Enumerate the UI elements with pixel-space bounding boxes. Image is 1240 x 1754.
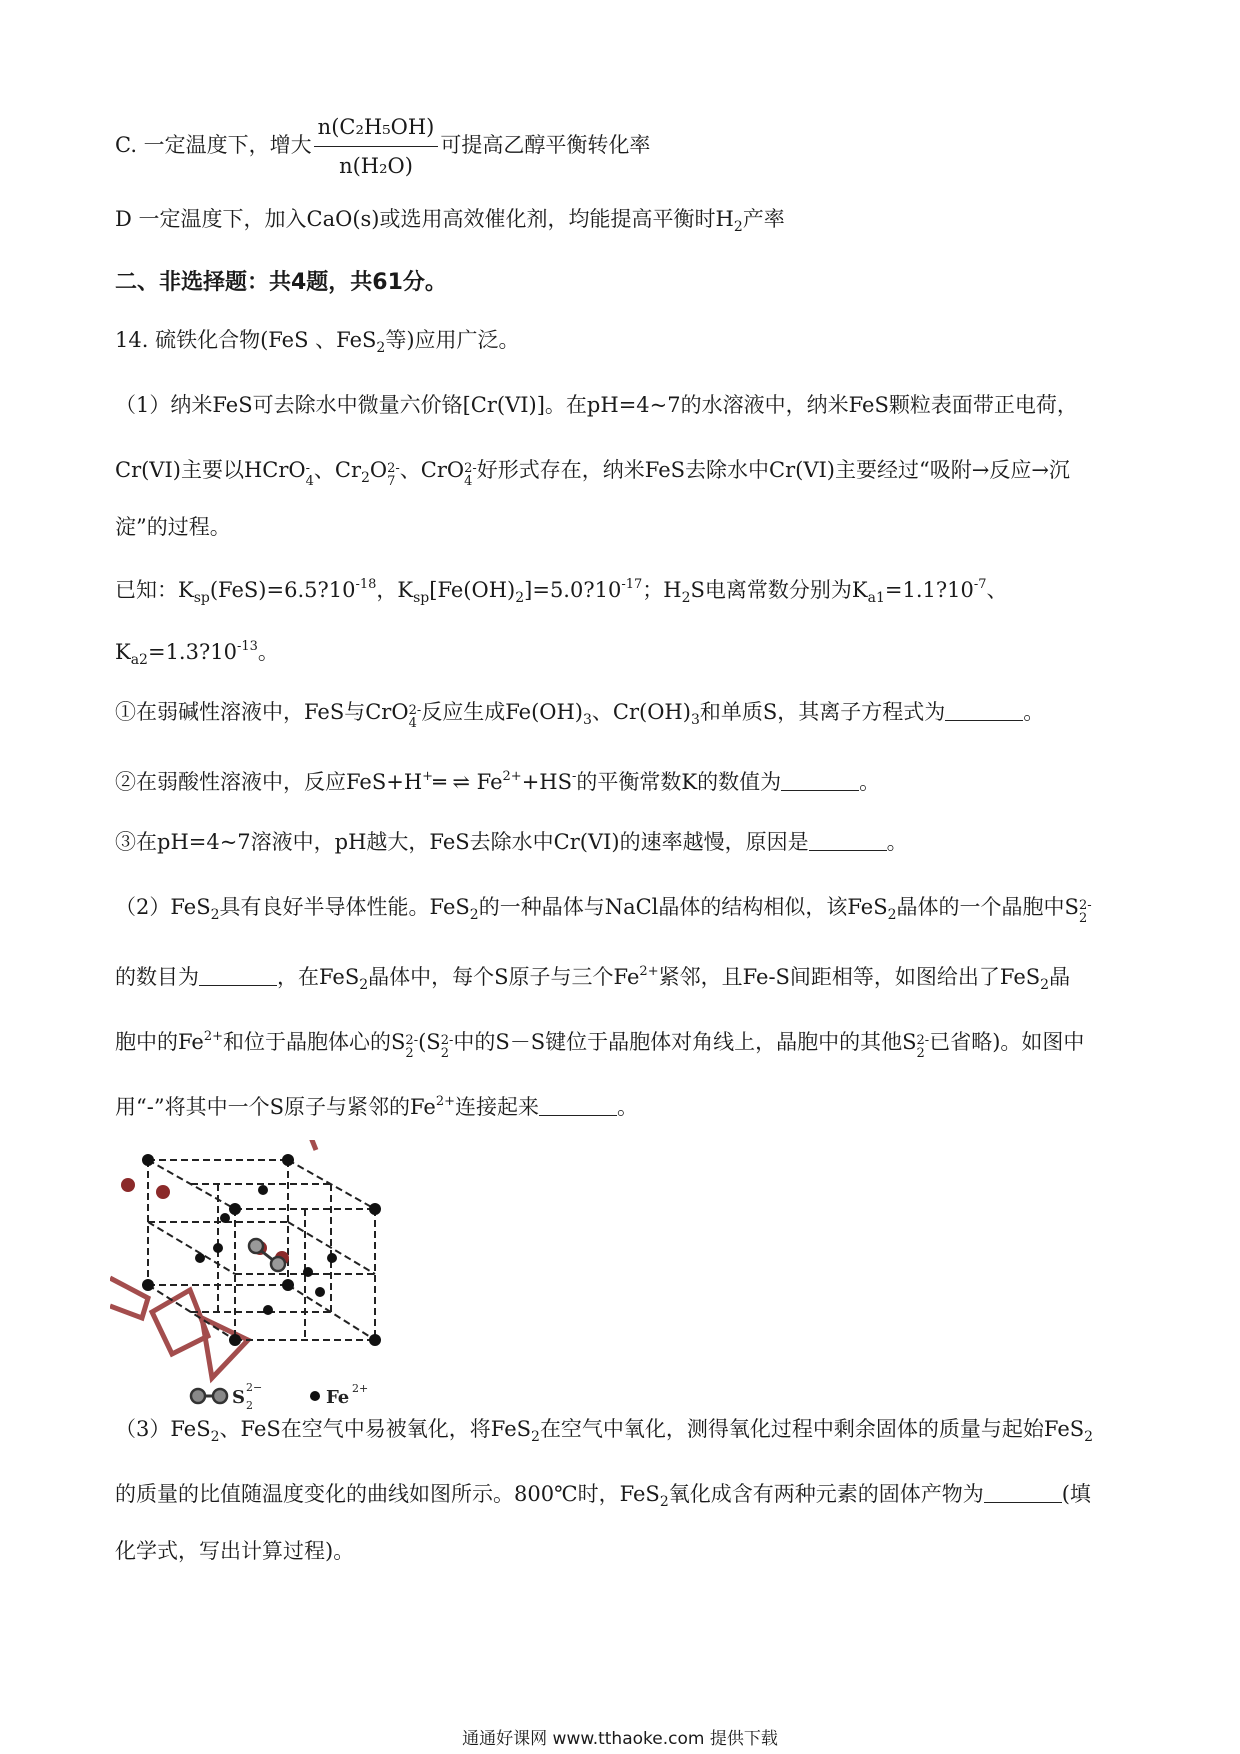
sub-question-3: ③在pH=4~7溶液中，pH越大，FeS去除水中Cr(VI)的速率越慢，原因是 。 [115,830,908,854]
sub-question-1: ①在弱碱性溶液中，FeS与CrO2- 4 反应生成$Fe(OH)_3$、$Cr(OH)_3$和单质S，其离子方程式为 。 [115,700,1045,731]
question-14-intro: 14. 硫铁化合物(FeS 、FeS$_2$等)应用广泛。 [115,328,520,356]
section-heading: 二、非选择题：共4题，共61分。 [115,270,447,295]
fe-legend-label: Fe [326,1387,350,1408]
fe-legend-icon [310,1391,320,1401]
part1-line2: Cr(VI)主要以HCrO- 4、$Cr_2O2-$ 7 、CrO2- 4 好形式存在，纳米FeS去除水中Cr(VI)主要经过“吸附→反应→沉 [115,458,1070,489]
part2-line3: 胞中的$Fe^{2+}$和位于晶胞体心的S2- 2 (S2- 2 中的S－S键位于晶胞体对角线上，晶胞中的其他S2- 2 已省略)。如图中 [115,1029,1085,1061]
answer-blank[interactable] [781,772,859,791]
part1-line1: （1）纳米FeS可去除水中微量六价铬[Cr(VI)]。在pH=4~7的水溶液中，纳米FeS颗粒表面带正电荷， [115,393,1078,417]
svg-text:2−: 2− [246,1381,263,1394]
page-footer: 通通好课网 www.tthaoke.com 提供下载 [462,1729,778,1749]
crystal-cell-figure [110,1140,390,1415]
svg-text:2: 2 [246,1399,253,1412]
answer-blank[interactable] [984,1484,1062,1503]
part2-line1: （2）FeS$_2$具有良好半导体性能。FeS$_2$的一种晶体与NaCl晶体的结构相似，该FeS$_2$晶体的一个晶胞中S2- 2 [115,895,1092,926]
answer-blank[interactable] [199,967,277,986]
s2-legend-label: S [232,1387,245,1408]
part2-line2: 的数目为 ，在FeS$_2$晶体中，每个S原子与三个$Fe^{2+}$紧邻，且Fe-S间距相等，如图给出了FeS$_2$晶 [115,964,1071,993]
option-d: D 一定温度下，加入CaO(s)或选用高效催化剂，均能提高平衡时$H_2$产率 [115,207,785,235]
part1-line3: 淀”的过程。 [115,515,231,539]
figure-legend [191,1381,368,1412]
part3-line1: （3）FeS$_2$、FeS在空气中易被氧化，将FeS$_2$在空气中氧化，测得氧化过程中剩余固体的质量与起始FeS$_2$ [115,1417,1094,1445]
fraction-denominator: n(H₂O) [339,154,413,178]
part3-line3: 化学式，写出计算过程)。 [115,1539,355,1563]
known-constants: 已知：$K_{sp}(FeS)=6.5?10^{-18}$，$K_{sp}[Fe(OH)_2]=5.0?10^{-17}$；$H_2S$电离常数分别为$K_{a1}=1.1?10^{-7}$、 [115,577,1008,606]
part3-line2: 的质量的比值随温度变化的曲线如图所示。800℃时，FeS$_2$氧化成含有两种元素的固体产物为 (填 [115,1482,1091,1510]
answer-blank[interactable] [809,832,887,851]
answer-blank[interactable] [945,702,1023,721]
known-constants-2: $K_{a2}=1.3?10^{-13}$。 [115,639,279,668]
s2-legend-icon [191,1389,205,1403]
option-c: C. 一定温度下，增大 $\frac{\text{n(C₂H₅OH)}}{\text{n(H₂O)}}$ 可提高乙醇平衡转化率 [115,110,650,183]
answer-blank[interactable] [539,1097,617,1116]
fraction-numerator: n(C₂H₅OH) [314,110,439,147]
part2-line4: 用“-”将其中一个S原子与紧邻的$Fe^{2+}$连接起来 。 [115,1094,638,1119]
svg-text:2+: 2+ [352,1382,369,1395]
fraction [314,110,439,183]
sub-question-2: ②在弱酸性溶液中，反应FeS+H+═ ⇌ $Fe^{2+}+HS^-$的平衡常数K的数值为 。 [115,769,881,794]
